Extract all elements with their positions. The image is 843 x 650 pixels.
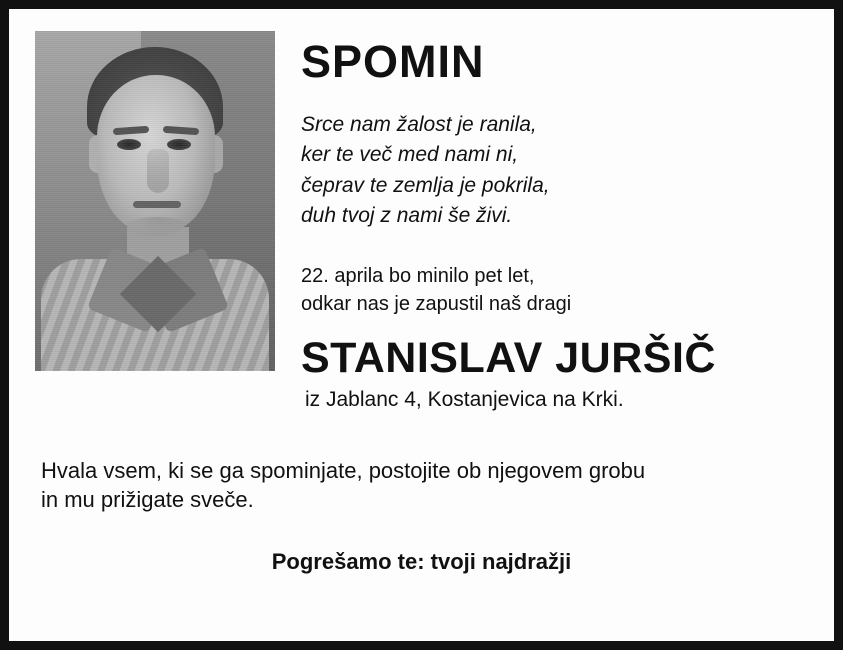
notice-body — [9, 9, 834, 641]
verse-line-1: Srce nam žalost je ranila, — [301, 113, 537, 136]
memorial-verse — [301, 110, 808, 232]
intro-line-1: 22. aprila bo minilo pet let, — [301, 264, 535, 287]
deceased-name: STANISLAV JURŠIČ — [301, 333, 716, 382]
notice-top-section — [35, 31, 808, 414]
verse-line-3: čeprav te zemlja je pokrila, — [301, 173, 550, 197]
photo-nose — [147, 149, 169, 193]
portrait-photo-frame — [35, 31, 275, 371]
thanks-line-1: Hvala vsem, ki se ga spominjate, postojite ob njegovem grobu — [41, 457, 646, 483]
verse-line-2: ker te več med nami ni, — [301, 143, 519, 167]
thanks-message — [35, 456, 808, 515]
verse-line-4: duh tvoj z nami še živi. — [301, 204, 513, 228]
portrait-photo — [35, 31, 275, 371]
signoff-line: Pogrešamo te: tvoji najdražji — [271, 549, 572, 575]
notice-text-column — [301, 31, 808, 414]
photo-mouth — [133, 201, 181, 208]
memorial-intro — [301, 262, 808, 319]
photo-chin — [121, 217, 193, 239]
thanks-line-2: in mu prižigate sveče. — [41, 487, 254, 513]
photo-eye-left — [117, 139, 141, 150]
intro-line-2: odkar nas je zapustil naš dragi — [301, 293, 572, 316]
deceased-address: iz Jablanc 4, Kostanjevica na Krki. — [305, 388, 624, 412]
photo-eye-right — [167, 139, 191, 150]
notice-title: SPOMIN — [301, 36, 485, 87]
